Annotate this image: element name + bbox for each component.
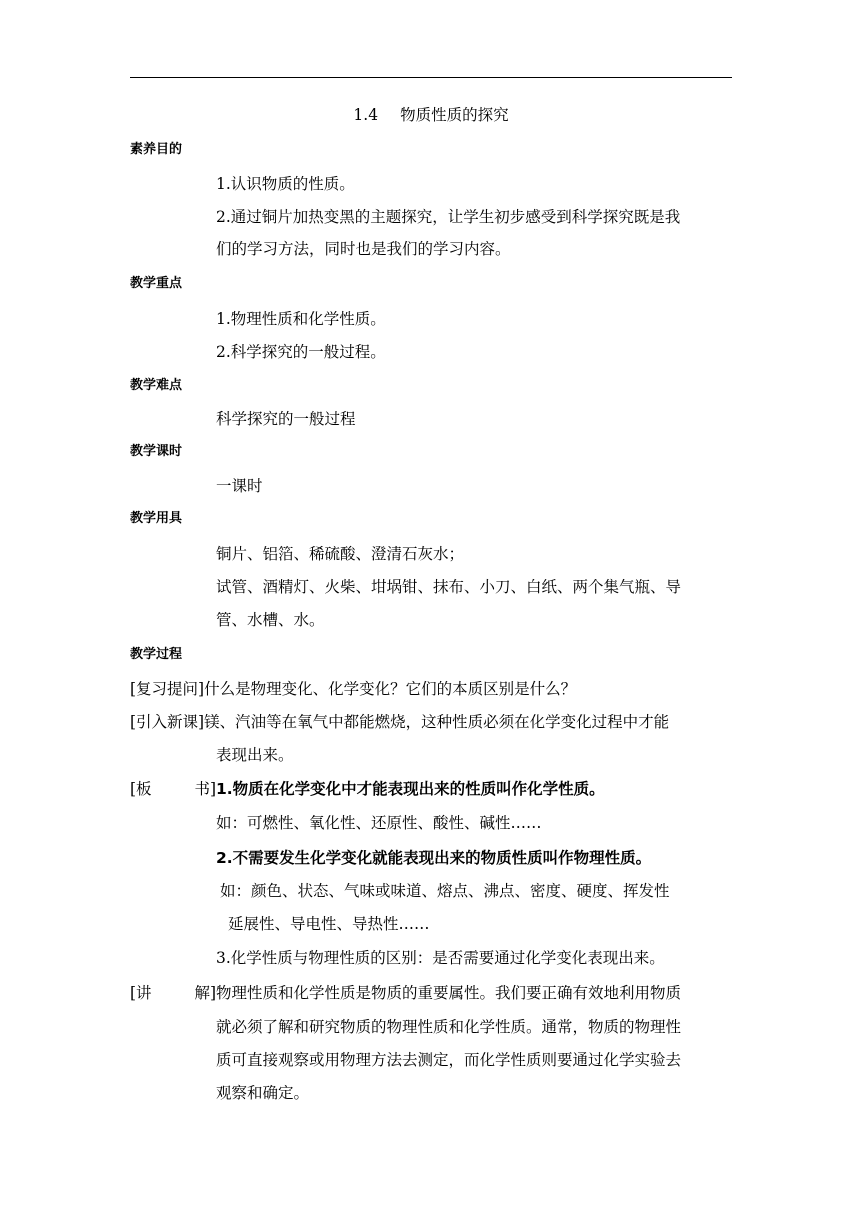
lecture-line-2: 就必须了解和研究物质的物理性质和化学性质。通常，物质的物理性 — [216, 1018, 682, 1036]
difficulties-line-1: 科学探究的一般过程 — [216, 410, 356, 428]
hours-line-1: 一课时 — [216, 477, 263, 495]
board-tag-left: [板 — [130, 780, 152, 798]
review-question — [130, 676, 576, 702]
goals-line-3: 们的学习方法，同时也是我们的学习内容。 — [216, 240, 511, 258]
key-points-line-2: 2.科学探究的一般过程。 — [216, 343, 386, 361]
lecture-line-4: 观察和确定。 — [216, 1084, 310, 1102]
goals-line-2: 2.通过铜片加热变黑的主题探究，让学生初步感受到科学探究既是我 — [216, 208, 681, 226]
title-number: 1.4 — [353, 106, 379, 124]
section-heading-goals: 素养目的 — [130, 142, 183, 157]
section-heading-difficulties: 教学难点 — [130, 378, 183, 393]
lecture-text-1: 物理性质和化学性质是物质的重要属性。我们要正确有效地利用物质 — [216, 984, 682, 1002]
section-heading-key-points: 教学重点 — [130, 276, 183, 291]
board-item-1: 1.物质在化学变化中才能表现出来的性质叫作化学性质。 — [216, 780, 605, 798]
header-rule — [130, 77, 732, 78]
section-heading-process: 教学过程 — [130, 647, 183, 662]
board-item-2-example-2: 延展性、导电性、导热性…… — [228, 915, 430, 933]
section-heading-tools: 教学用具 — [130, 511, 183, 526]
board-item-1-example: 如：可燃性、氧化性、还原性、酸性、碱性…… — [216, 814, 542, 832]
title-text: 物质性质的探究 — [400, 106, 509, 124]
tools-line-3: 管、水槽、水。 — [216, 611, 325, 629]
lecture-line-3: 质可直接观察或用物理方法去测定，而化学性质则要通过化学实验去 — [216, 1051, 682, 1069]
lecture-tag-left: [讲 — [130, 984, 152, 1002]
intro-text-1: 镁、汽油等在氧气中都能燃烧，这种性质必须在化学变化过程中才能 — [204, 713, 670, 731]
lecture-tag — [130, 980, 216, 1006]
lecture-tag-right: 解] — [194, 984, 216, 1002]
board-tag — [130, 776, 216, 802]
review-text: 什么是物理变化、化学变化？它们的本质区别是什么？ — [204, 680, 577, 698]
intro-tag: [引入新课] — [130, 713, 205, 731]
intro-line-2: 表现出来。 — [216, 746, 294, 764]
goals-line-1: 1.认识物质的性质。 — [216, 175, 355, 193]
key-points-line-1: 1.物理性质和化学性质。 — [216, 310, 386, 328]
review-tag: [复习提问] — [130, 680, 205, 698]
board-tag-right: 书] — [194, 780, 216, 798]
board-item-3: 3.化学性质与物理性质的区别：是否需要通过化学变化表现出来。 — [216, 949, 665, 967]
page-title — [130, 102, 732, 128]
board-item-2-example-1: 如：颜色、状态、气味或味道、熔点、沸点、密度、硬度、挥发性 — [220, 882, 670, 900]
tools-line-2: 试管、酒精灯、火柴、坩埚钳、抹布、小刀、白纸、两个集气瓶、导 — [216, 578, 682, 596]
section-heading-hours: 教学课时 — [130, 444, 183, 459]
tools-line-1: 铜片、铝箔、稀硫酸、澄清石灰水； — [216, 545, 465, 563]
intro-line-1 — [130, 709, 669, 735]
board-line-1 — [130, 776, 605, 802]
board-item-2: 2.不需要发生化学变化就能表现出来的物质性质叫作物理性质。 — [216, 849, 652, 867]
lecture-line-1 — [130, 980, 681, 1006]
